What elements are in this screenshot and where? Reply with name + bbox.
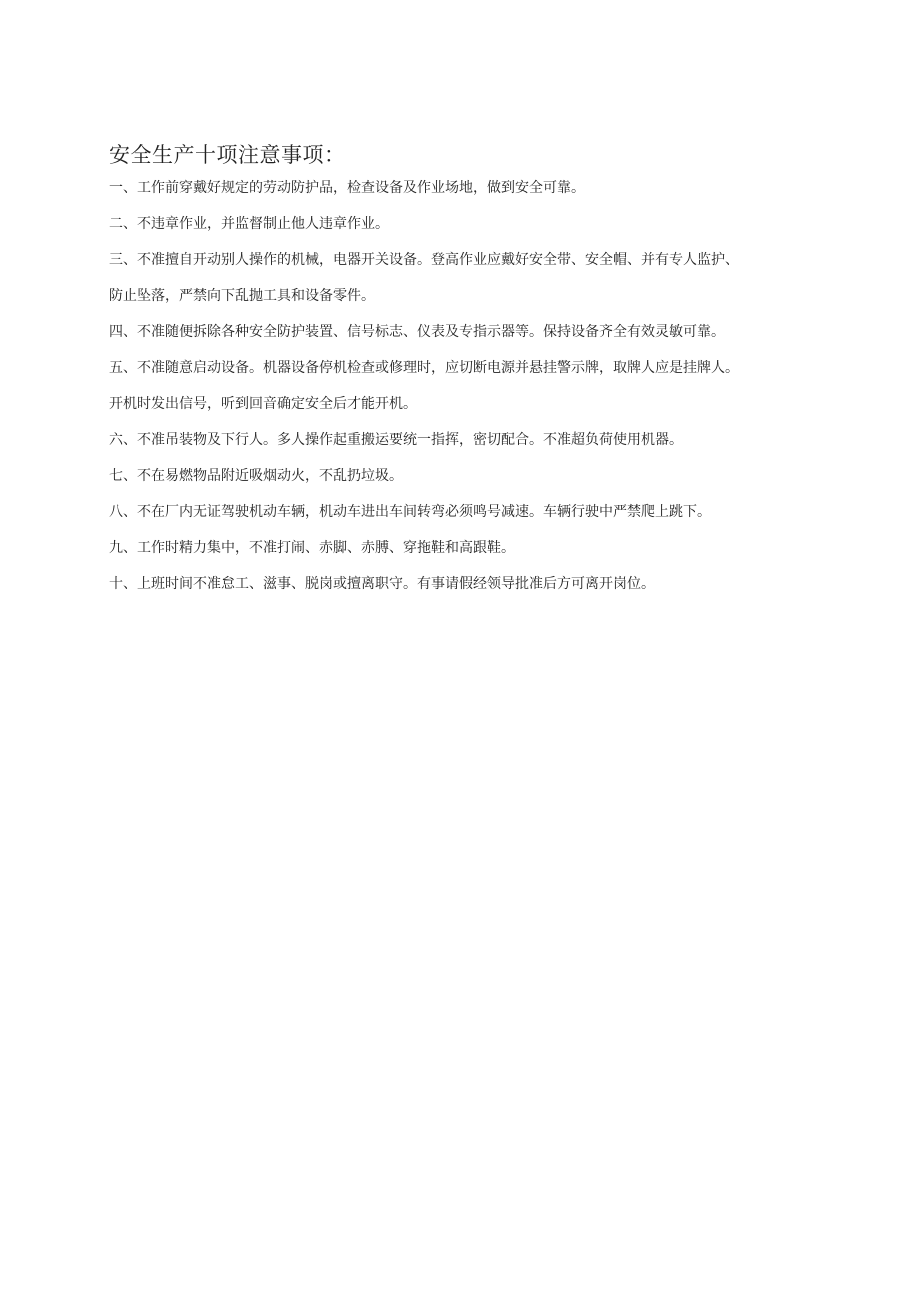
rule-text: 八、不在厂内无证驾驶机动车辆，机动车进出车间转弯必须鸣号减速。车辆行驶中严禁爬上跳下。 [109,504,711,520]
rules-list [109,179,809,593]
rule-item-9 [109,539,809,557]
rule-text: 四、不准随便拆除各种安全防护装置、信号标志、仪表及专指示器等。保持设备齐全有效灵敏可靠。 [109,324,725,340]
rule-item-8 [109,503,809,521]
rule-text: 十、上班时间不准怠工、滋事、脱岗或擅离职守。有事请假经领导批准后方可离开岗位。 [109,576,655,592]
rule-text: 九、工作时精力集中，不准打闹、赤脚、赤膊、穿拖鞋和高跟鞋。 [109,540,515,556]
rule-item-6 [109,431,809,449]
rule-item-4 [109,323,809,341]
rule-item-10 [109,575,809,593]
rule-item-2 [109,215,809,233]
rule-text: 七、不在易燃物品附近吸烟动火，不乱扔垃圾。 [109,468,403,484]
rule-text-continued: 防止坠落，严禁向下乱抛工具和设备零件。 [109,288,375,304]
rule-item-3 [109,251,809,305]
rule-item-1 [109,179,809,197]
rule-text: 二、不违章作业，并监督制止他人违章作业。 [109,216,389,232]
rule-text: 六、不准吊装物及下行人。多人操作起重搬运要统一指挥，密切配合。不准超负荷使用机器。 [109,432,683,448]
document-title: 安全生产十项注意事项： [109,143,346,167]
rule-text-continued: 开机时发出信号，听到回音确定安全后才能开机。 [109,396,417,412]
rule-item-7 [109,467,809,485]
document-body [109,138,809,611]
rule-text: 三、不准擅自开动别人操作的机械，电器开关设备。登高作业应戴好安全带、安全帽、并有专人监护、 [109,252,739,268]
rule-item-5 [109,359,809,413]
rule-text: 五、不准随意启动设备。机器设备停机检查或修理时，应切断电源并悬挂警示牌，取牌人应是挂牌人。 [109,360,739,376]
rule-text: 一、工作前穿戴好规定的劳动防护品，检查设备及作业场地，做到安全可靠。 [109,180,585,196]
